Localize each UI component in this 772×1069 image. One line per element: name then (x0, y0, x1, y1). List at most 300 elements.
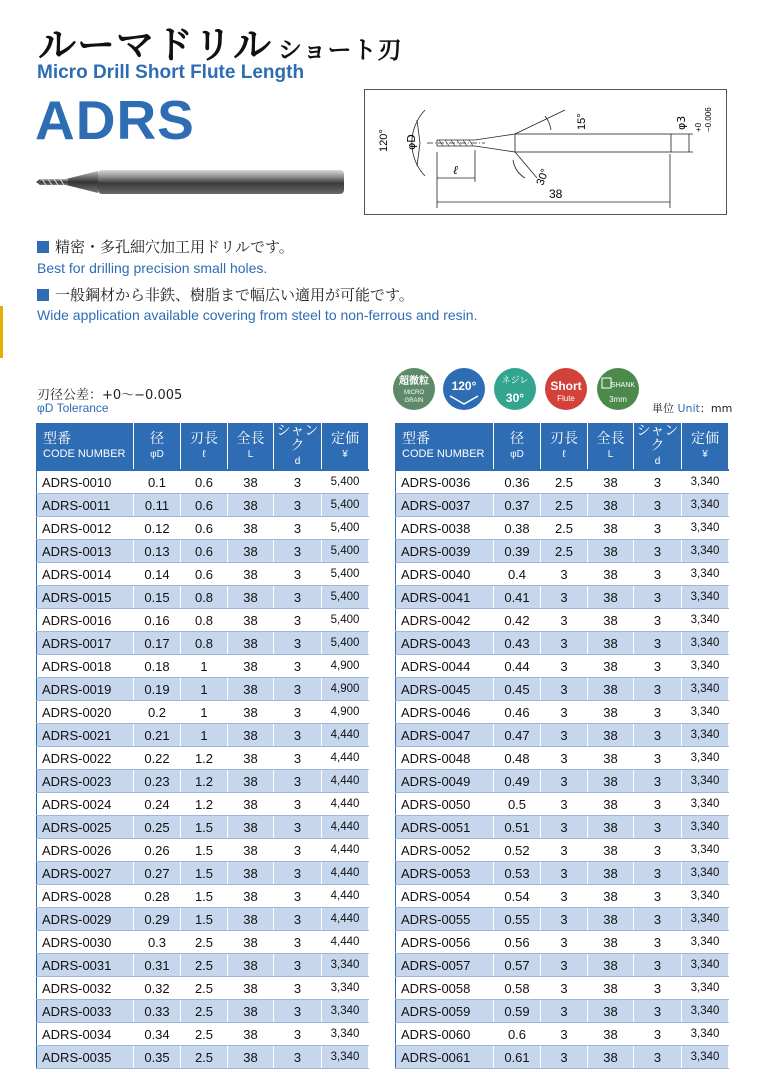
table-cell: 3 (634, 678, 682, 701)
table-cell: 3 (634, 839, 682, 862)
table-cell: ADRS-0037 (396, 494, 494, 517)
table-cell: 0.6 (181, 540, 228, 563)
table-cell: 3 (634, 793, 682, 816)
feature-en-1: Best for drilling precision small holes. (37, 260, 268, 276)
table-cell: 38 (228, 678, 274, 701)
svg-text:GRAIN: GRAIN (404, 398, 424, 404)
feature-en-2: Wide application available covering from steel to non-ferrous and resin. (37, 307, 478, 323)
table-cell: 3,340 (682, 586, 729, 609)
table-cell: 3 (541, 977, 588, 1000)
table-cell: 38 (228, 931, 274, 954)
table-cell: 3,340 (682, 839, 729, 862)
table-cell: 3 (274, 839, 322, 862)
column-header: 型番 CODE NUMBER (37, 424, 134, 471)
table-row (396, 770, 729, 793)
table-cell: 38 (588, 586, 634, 609)
table-cell: 0.56 (494, 931, 541, 954)
table-cell: 0.44 (494, 655, 541, 678)
table-cell: 3 (634, 517, 682, 540)
table-cell: 38 (228, 839, 274, 862)
table-cell: ADRS-0031 (37, 954, 134, 977)
table-row (396, 655, 729, 678)
table-cell: 38 (588, 470, 634, 494)
table-cell: 0.21 (134, 724, 181, 747)
table-row (37, 747, 369, 770)
svg-text:MICRO: MICRO (404, 390, 424, 396)
table-cell: 38 (588, 862, 634, 885)
table-row (37, 954, 369, 977)
table-cell: 0.6 (494, 1023, 541, 1046)
table-cell: 38 (228, 724, 274, 747)
table-cell: 3 (541, 862, 588, 885)
table-cell: 2.5 (181, 977, 228, 1000)
table-cell: ADRS-0040 (396, 563, 494, 586)
table-row (396, 609, 729, 632)
table-cell: 4,440 (322, 724, 369, 747)
table-cell: 4,440 (322, 931, 369, 954)
table-cell: 38 (588, 908, 634, 931)
table-cell: 5,400 (322, 470, 369, 494)
table-cell: ADRS-0017 (37, 632, 134, 655)
table-cell: ADRS-0024 (37, 793, 134, 816)
table-row (37, 678, 369, 701)
table-row (37, 724, 369, 747)
table-cell: ADRS-0042 (396, 609, 494, 632)
table-row (396, 908, 729, 931)
table-cell: 0.49 (494, 770, 541, 793)
table-cell: 38 (588, 839, 634, 862)
table-cell: 0.57 (494, 954, 541, 977)
table-cell: 2.5 (541, 494, 588, 517)
table-cell: 3 (634, 1046, 682, 1069)
table-cell: 3 (634, 494, 682, 517)
title-jp: ルーマドリル (38, 23, 273, 67)
table-cell: 0.6 (181, 470, 228, 494)
table-cell: 4,440 (322, 839, 369, 862)
table-cell: 3,340 (682, 862, 729, 885)
table-cell: 0.37 (494, 494, 541, 517)
table-cell: 3 (541, 1023, 588, 1046)
table-cell: 4,900 (322, 655, 369, 678)
table-cell: 38 (228, 954, 274, 977)
table-cell: 3,340 (682, 908, 729, 931)
table-cell: 3 (541, 724, 588, 747)
table-cell: 3 (541, 586, 588, 609)
table-row (396, 954, 729, 977)
svg-text:+0: +0 (694, 122, 703, 132)
table-cell: 0.3 (134, 931, 181, 954)
table-cell: 4,440 (322, 885, 369, 908)
table-row (37, 1000, 369, 1023)
table-cell: ADRS-0036 (396, 470, 494, 494)
table-cell: 38 (588, 793, 634, 816)
table-cell: 38 (588, 1000, 634, 1023)
table-cell: ADRS-0011 (37, 494, 134, 517)
table-cell: 3,340 (682, 609, 729, 632)
table-cell: 5,400 (322, 517, 369, 540)
table-cell: 0.11 (134, 494, 181, 517)
table-cell: 1.5 (181, 908, 228, 931)
table-cell: 3 (274, 862, 322, 885)
table-cell: 0.1 (134, 470, 181, 494)
svg-text:ネジレ: ネジレ (501, 376, 529, 386)
table-row (37, 701, 369, 724)
table-row (396, 678, 729, 701)
table-cell: 3,340 (682, 678, 729, 701)
table-cell: 0.8 (181, 586, 228, 609)
table-cell: 3 (274, 770, 322, 793)
table-cell: 2.5 (541, 540, 588, 563)
table-cell: 38 (228, 586, 274, 609)
table-cell: ADRS-0013 (37, 540, 134, 563)
table-cell: 3,340 (682, 816, 729, 839)
table-cell: 3 (541, 701, 588, 724)
table-cell: 3 (274, 701, 322, 724)
table-cell: 3,340 (682, 632, 729, 655)
table-row (37, 862, 369, 885)
feature-jp-1: 精密・多孔細穴加工用ドリルです。 (37, 236, 294, 257)
svg-text:−0.006: −0.006 (704, 107, 713, 132)
table-cell: 38 (228, 632, 274, 655)
table-cell: ADRS-0059 (396, 1000, 494, 1023)
table-cell: 3 (274, 931, 322, 954)
table-cell: 3 (634, 931, 682, 954)
table-cell: 3 (274, 655, 322, 678)
table-row (37, 470, 369, 494)
table-cell: 3 (634, 862, 682, 885)
table-cell: 38 (588, 747, 634, 770)
table-cell: 0.53 (494, 862, 541, 885)
table-cell: ADRS-0047 (396, 724, 494, 747)
table-cell: ADRS-0041 (396, 586, 494, 609)
table-cell: 4,440 (322, 862, 369, 885)
table-cell: ADRS-0056 (396, 931, 494, 954)
table-cell: ADRS-0025 (37, 816, 134, 839)
table-cell: 3,340 (322, 1046, 369, 1069)
table-cell: 3,340 (682, 1046, 729, 1069)
table-row (396, 885, 729, 908)
table-cell: 38 (228, 655, 274, 678)
table-cell: 5,400 (322, 494, 369, 517)
table-cell: 1 (181, 678, 228, 701)
table-cell: 3,340 (322, 977, 369, 1000)
table-cell: ADRS-0055 (396, 908, 494, 931)
table-cell: 3 (634, 701, 682, 724)
table-cell: 1.2 (181, 793, 228, 816)
table-cell: 3 (634, 816, 682, 839)
table-cell: 38 (228, 470, 274, 494)
table-cell: 38 (588, 678, 634, 701)
table-cell: 4,440 (322, 816, 369, 839)
table-cell: 3,340 (682, 885, 729, 908)
table-cell: 1 (181, 724, 228, 747)
table-cell: 3 (634, 1000, 682, 1023)
table-cell: 3,340 (682, 931, 729, 954)
table-cell: 2.5 (541, 470, 588, 494)
table-cell: 38 (588, 494, 634, 517)
svg-text:ℓ: ℓ (453, 163, 458, 177)
table-cell: 0.35 (134, 1046, 181, 1069)
table-cell: 3 (634, 954, 682, 977)
table-row (396, 1000, 729, 1023)
table-row (396, 747, 729, 770)
table-cell: 4,440 (322, 793, 369, 816)
title-en: Micro Drill Short Flute Length (37, 62, 305, 83)
table-cell: 3,340 (682, 793, 729, 816)
table-cell: 2.5 (181, 954, 228, 977)
table-row (37, 1023, 369, 1046)
table-cell: 0.41 (494, 586, 541, 609)
table-cell: 3,340 (682, 517, 729, 540)
table-row (37, 977, 369, 1000)
table-cell: 3 (634, 724, 682, 747)
column-header: 刃長 ℓ (181, 424, 228, 471)
column-header: 定価 ¥ (682, 424, 729, 471)
table-cell: 3 (541, 954, 588, 977)
table-cell: 0.42 (494, 609, 541, 632)
svg-text:超微粒: 超微粒 (399, 376, 429, 387)
table-cell: 3 (634, 563, 682, 586)
short-flute-icon (545, 368, 587, 410)
table-cell: 38 (588, 724, 634, 747)
table-cell: 0.6 (181, 563, 228, 586)
table-row (396, 470, 729, 494)
table-cell: ADRS-0028 (37, 885, 134, 908)
table-cell: ADRS-0018 (37, 655, 134, 678)
table-cell: 38 (228, 793, 274, 816)
table-cell: 38 (588, 977, 634, 1000)
table-cell: 3 (634, 1023, 682, 1046)
table-cell: 38 (588, 931, 634, 954)
table-row (37, 816, 369, 839)
table-cell: 5,400 (322, 563, 369, 586)
column-header: 径 φD (134, 424, 181, 471)
helix-angle-icon (494, 368, 536, 410)
unit-label: 単位 Unit：mm (652, 402, 733, 415)
table-cell: 3 (634, 747, 682, 770)
table-cell: 0.6 (181, 517, 228, 540)
table-cell: 0.8 (181, 632, 228, 655)
table-cell: 3 (634, 908, 682, 931)
model-name: ADRS (35, 89, 195, 151)
table-cell: 3,340 (682, 770, 729, 793)
table-cell: 38 (228, 609, 274, 632)
tolerance-jp: 刃径公差：+0〜−0.005 (37, 388, 183, 403)
table-cell: 3 (541, 793, 588, 816)
table-cell: 38 (588, 885, 634, 908)
column-header: 全長 L (588, 424, 634, 471)
micro-grain-icon (393, 368, 435, 410)
table-cell: 3 (541, 908, 588, 931)
table-cell: 2.5 (541, 517, 588, 540)
table-cell: 3 (274, 954, 322, 977)
table-cell: ADRS-0020 (37, 701, 134, 724)
table-cell: 0.33 (134, 1000, 181, 1023)
table-row (396, 1046, 729, 1069)
table-cell: 0.31 (134, 954, 181, 977)
column-header: 刃長 ℓ (541, 424, 588, 471)
table-cell: 38 (588, 540, 634, 563)
table-cell: ADRS-0045 (396, 678, 494, 701)
table-cell: ADRS-0057 (396, 954, 494, 977)
table-cell: 0.39 (494, 540, 541, 563)
table-row (396, 862, 729, 885)
table-cell: 3,340 (682, 954, 729, 977)
table-cell: 38 (228, 1046, 274, 1069)
table-row (396, 977, 729, 1000)
table-cell: 3 (274, 1023, 322, 1046)
svg-text:120°: 120° (378, 129, 390, 152)
table-cell: 2.5 (181, 1046, 228, 1069)
table-cell: 3 (274, 494, 322, 517)
table-cell: 3 (541, 563, 588, 586)
column-header: 全長 L (228, 424, 274, 471)
column-header: 径 φD (494, 424, 541, 471)
table-cell: 38 (588, 655, 634, 678)
table-cell: ADRS-0054 (396, 885, 494, 908)
table-cell: 38 (588, 563, 634, 586)
table-cell: 38 (228, 1023, 274, 1046)
table-cell: 0.15 (134, 586, 181, 609)
table-cell: 2.5 (181, 1000, 228, 1023)
table-cell: 3 (274, 747, 322, 770)
table-row (37, 655, 369, 678)
title-jp-sub: ショート刃 (278, 36, 403, 64)
column-header: 定価 ¥ (322, 424, 369, 471)
table-cell: ADRS-0060 (396, 1023, 494, 1046)
table-cell: 38 (228, 747, 274, 770)
shank-size-icon (597, 368, 639, 410)
table-row (396, 701, 729, 724)
table-cell: 3 (541, 770, 588, 793)
table-cell: 4,440 (322, 747, 369, 770)
table-cell: ADRS-0038 (396, 517, 494, 540)
table-cell: 4,900 (322, 678, 369, 701)
table-cell: 3 (634, 586, 682, 609)
table-cell: 38 (228, 977, 274, 1000)
table-row (396, 540, 729, 563)
table-row (37, 586, 369, 609)
table-cell: 3 (634, 632, 682, 655)
table-row (37, 885, 369, 908)
bullet-square-icon (37, 241, 49, 253)
table-cell: ADRS-0027 (37, 862, 134, 885)
table-cell: 1.5 (181, 816, 228, 839)
table-row (37, 793, 369, 816)
table-cell: 0.18 (134, 655, 181, 678)
table-cell: 38 (228, 1000, 274, 1023)
table-cell: 1.2 (181, 747, 228, 770)
table-cell: ADRS-0052 (396, 839, 494, 862)
table-cell: 0.23 (134, 770, 181, 793)
table-row (37, 839, 369, 862)
table-row (396, 586, 729, 609)
table-cell: 0.24 (134, 793, 181, 816)
table-cell: 3,340 (682, 540, 729, 563)
table-cell: 3,340 (682, 1000, 729, 1023)
table-cell: 0.5 (494, 793, 541, 816)
table-cell: 3,340 (682, 563, 729, 586)
table-cell: 3 (634, 609, 682, 632)
table-cell: 0.6 (181, 494, 228, 517)
table-cell: 0.29 (134, 908, 181, 931)
table-row (37, 1046, 369, 1069)
svg-text:φ3: φ3 (675, 115, 688, 130)
table-cell: 3 (274, 793, 322, 816)
table-cell: 0.22 (134, 747, 181, 770)
table-cell: ADRS-0050 (396, 793, 494, 816)
spec-table-left (36, 423, 369, 1069)
table-cell: 4,440 (322, 770, 369, 793)
table-cell: 3,340 (682, 724, 729, 747)
table-row (37, 494, 369, 517)
table-cell: 0.28 (134, 885, 181, 908)
svg-text:φD: φD (405, 134, 418, 150)
table-cell: 3,340 (682, 747, 729, 770)
table-cell: 3,340 (682, 494, 729, 517)
svg-text:38: 38 (549, 187, 563, 201)
table-row (37, 931, 369, 954)
table-row (396, 793, 729, 816)
table-cell: ADRS-0058 (396, 977, 494, 1000)
table-cell: 0.2 (134, 701, 181, 724)
table-cell: 4,440 (322, 908, 369, 931)
table-cell: 3 (274, 586, 322, 609)
table-cell: 0.59 (494, 1000, 541, 1023)
table-cell: 3 (274, 1000, 322, 1023)
table-cell: 0.27 (134, 862, 181, 885)
table-cell: ADRS-0034 (37, 1023, 134, 1046)
table-cell: 3 (274, 977, 322, 1000)
table-cell: 0.43 (494, 632, 541, 655)
column-header: 型番 CODE NUMBER (396, 424, 494, 471)
table-cell: 38 (588, 1023, 634, 1046)
table-cell: 0.61 (494, 1046, 541, 1069)
table-cell: 0.12 (134, 517, 181, 540)
drill-image (36, 168, 348, 196)
table-cell: 38 (228, 885, 274, 908)
table-cell: 1 (181, 701, 228, 724)
table-cell: 3 (541, 1046, 588, 1069)
table-cell: 3 (634, 540, 682, 563)
table-cell: 38 (588, 1046, 634, 1069)
table-cell: 0.25 (134, 816, 181, 839)
table-cell: 38 (588, 816, 634, 839)
table-cell: 38 (588, 701, 634, 724)
table-cell: 3 (274, 517, 322, 540)
table-row (37, 540, 369, 563)
table-cell: 0.19 (134, 678, 181, 701)
svg-text:15°: 15° (576, 113, 588, 130)
table-cell: ADRS-0015 (37, 586, 134, 609)
table-cell: 38 (228, 540, 274, 563)
table-cell: ADRS-0051 (396, 816, 494, 839)
table-cell: 3,340 (322, 1023, 369, 1046)
table-row (396, 517, 729, 540)
page-title (38, 14, 403, 69)
table-cell: 3,340 (682, 1023, 729, 1046)
table-row (396, 931, 729, 954)
table-cell: 0.4 (494, 563, 541, 586)
table-cell: 0.47 (494, 724, 541, 747)
table-cell: ADRS-0030 (37, 931, 134, 954)
table-cell: ADRS-0019 (37, 678, 134, 701)
table-cell: 0.46 (494, 701, 541, 724)
table-row (396, 839, 729, 862)
table-cell: 3 (274, 724, 322, 747)
table-cell: 1.5 (181, 885, 228, 908)
table-cell: 38 (588, 632, 634, 655)
